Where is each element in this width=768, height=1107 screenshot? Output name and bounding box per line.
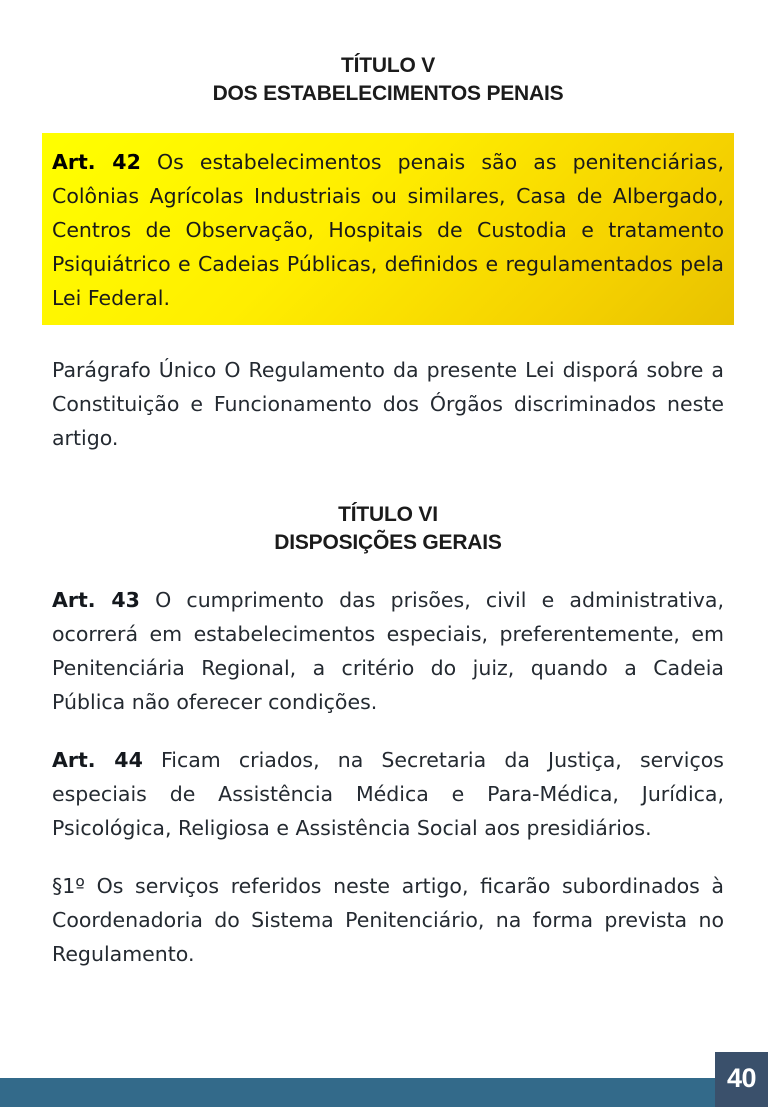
page-number-value: 40: [726, 1063, 757, 1093]
page-number-badge: [715, 1052, 768, 1107]
heading-titulo-vi: [52, 501, 724, 556]
article-number-44: Art. 44: [52, 747, 143, 772]
paragraph-art-44: [52, 743, 724, 845]
heading-titulo-vi-line1: TÍTULO VI: [338, 503, 438, 527]
heading-titulo-v-line1: TÍTULO V: [340, 54, 436, 77]
article-body-43: O cumprimento das prisões, civil e administrativa, ocorrerá em estabelecimentos especiais, preferentemente, em Penitenciária Regional, a critério do juiz, quando a Cadeia Pública não oferecer condições.: [52, 587, 724, 714]
heading-titulo-vi-line2: DISPOSIÇÕES GERAIS: [274, 531, 502, 555]
article-body-44: Ficam criados, na Secretaria da Justiça, serviços especiais de Assistência Médica e Para-Médica, Jurídica, Psicológica, Religiosa e Assistência Social aos presidiários.: [52, 747, 724, 840]
paragraph-art-43: [52, 583, 724, 719]
paragraph-par-1: §1º Os serviços referidos neste artigo, ficarão subordinados à Coordenadoria do Sistema Penitenciário, na forma prevista no Regulamento.: [52, 873, 724, 966]
article-body-42: Os estabelecimentos penais são as penitenciárias, Colônias Agrícolas Industriais ou similares, Casa de Albergado, Centros de Observação, Hospitais de Custodia e tratamento Psiquiátrico e Cadeias Públicas, definidos e regulamentados pela Lei Federal.: [52, 150, 724, 311]
highlighted-article-42: [42, 133, 734, 325]
page-content: [52, 0, 724, 971]
article-number-43: Art. 43: [52, 587, 140, 612]
article-number-42: Art. 42: [52, 150, 141, 175]
paragraph-paragrafo-unico: Parágrafo Único O Regulamento da presente Lei disporá sobre a Constituição e Funcionamento dos Órgãos discriminados neste artigo.: [52, 358, 724, 451]
paragraph-art-42: [52, 145, 724, 315]
heading-titulo-v-line2: DOS ESTABELECIMENTOS PENAIS: [212, 81, 564, 105]
heading-titulo-v: [52, 52, 724, 107]
footer-bar: [0, 1078, 768, 1107]
